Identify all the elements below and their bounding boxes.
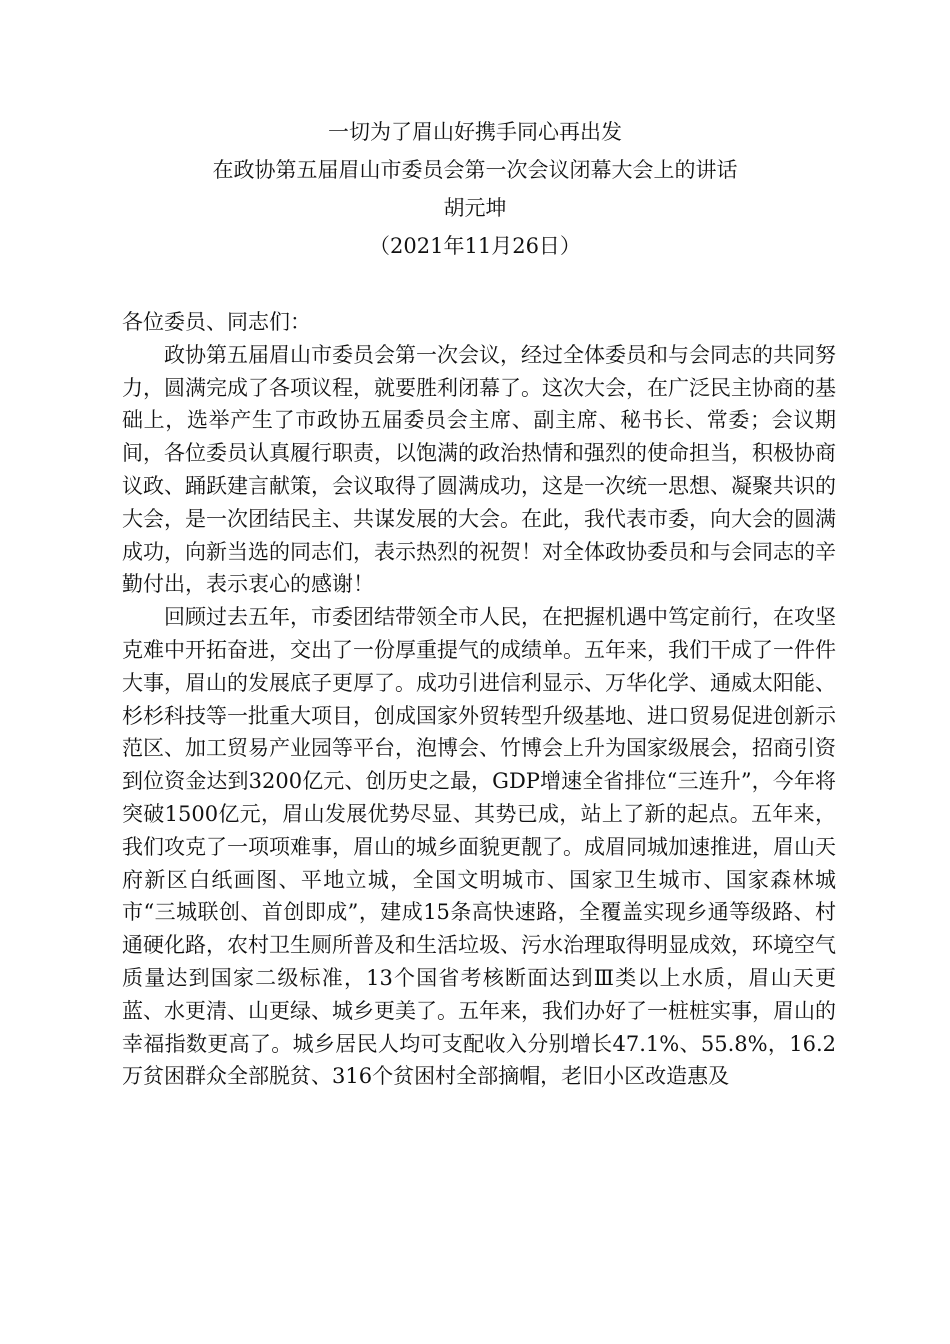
speech-body: [122, 306, 836, 1093]
paragraph-1: 政协第五届眉山市委员会第一次会议，经过全体委员和与会同志的共同努力，圆满完成了各项议程，就要胜利闭幕了。这次大会，在广泛民主协商的基础上，选举产生了市政协五届委员会主席、副主席、秘书长、常委；会议期间，各位委员认真履行职责，以饱满的政治热情和强烈的使命担当，积极协商议政、踊跃建言献策，会议取得了圆满成功，这是一次统一思想、凝聚共识的大会，是一次团结民主、共谋发展的大会。在此，我代表市委，向大会的圆满成功，向新当选的同志们，表示热烈的祝贺！对全体政协委员和与会同志的辛勤付出，表示衷心的感谢！: [122, 342, 836, 597]
speech-title: 一切为了眉山好携手同心再出发: [328, 120, 622, 144]
paragraph-2: 回顾过去五年，市委团结带领全市人民，在把握机遇中笃定前行，在攻坚克难中开拓奋进，交出了一份厚重提气的成绩单。五年来，我们干成了一件件大事，眉山的发展底子更厚了。成功引进信利显示、万华化学、通威太阳能、杉杉科技等一批重大项目，创成国家外贸转型升级基地、进口贸易促进创新示范区、加工贸易产业园等平台，泡博会、竹博会上升为国家级展会，招商引资到位资金达到3200亿元、创历史之最，GDP增速全省排位“三连升”，今年将突破1500亿元，眉山发展优势尽显、其势已成，站上了新的起点。五年来，我们攻克了一项项难事，眉山的城乡面貌更靓了。成眉同城加速推进，眉山天府新区白纸画图、平地立城，全国文明城市、国家卫生城市、国家森林城市“三城联创、首创即成”，建成15条高快速路，全覆盖实现乡通等级路、村通硬化路，农村卫生厕所普及和生活垃圾、污水治理取得明显成效，环境空气质量达到国家二级标准，13个国省考核断面达到Ⅲ类以上水质，眉山天更蓝、水更清、山更绿、城乡更美了。五年来，我们办好了一桩桩实事，眉山的幸福指数更高了。城乡居民人均可支配收入分别增长47.1%、55.8%，16.2万贫困群众全部脱贫、316个贫困村全部摘帽，老旧小区改造惠及: [122, 605, 836, 1089]
speech-header: [0, 113, 950, 265]
speech-subtitle: 在政协第五届眉山市委员会第一次会议闭幕大会上的讲话: [212, 158, 738, 182]
salutation: 各位委员、同志们：: [122, 310, 311, 334]
speech-date: （2021年11月26日）: [369, 234, 581, 258]
speaker-name: 胡元坤: [443, 196, 507, 220]
